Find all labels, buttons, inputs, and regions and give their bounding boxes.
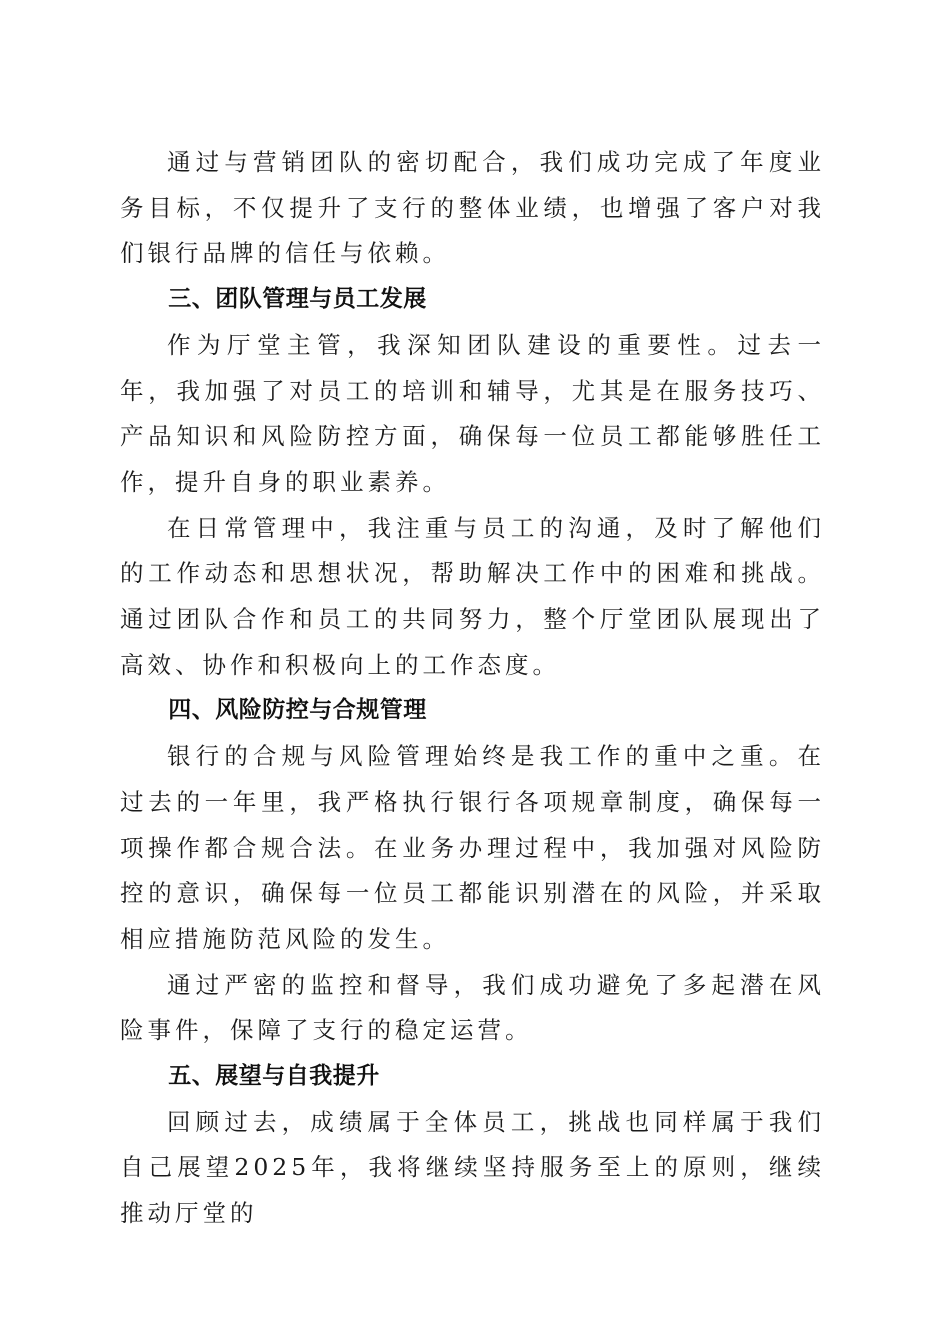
- paragraph-daily-management: 在日常管理中，我注重与员工的沟通，及时了解他们的工作动态和思想状况，帮助解决工作中的困难和挑战。通过团队合作和员工的共同努力，整个厅堂团队展现出了高效、协作和积极向上的工作态度。: [120, 513, 825, 679]
- paragraph-risk-monitoring: 通过严密的监控和督导，我们成功避免了多起潜在风险事件，保障了支行的稳定运营。: [120, 970, 825, 1045]
- section-heading-outlook: 五、展望与自我提升: [168, 1063, 380, 1090]
- paragraph-team-training: 作为厅堂主管，我深知团队建设的重要性。过去一年，我加强了对员工的培训和辅导，尤其是在服务技巧、产品知识和风险防控方面，确保每一位员工都能够胜任工作，提升自身的职业素养。: [120, 330, 825, 496]
- paragraph-compliance: 银行的合规与风险管理始终是我工作的重中之重。在过去的一年里，我严格执行银行各项规章制度，确保每一项操作都合规合法。在业务办理过程中，我加强对风险防控的意识，确保每一位员工都能识别潜在的风险，并采取相应措施防范风险的发生。: [120, 742, 825, 953]
- paragraph-outlook: 回顾过去，成绩属于全体员工，挑战也同样属于我们自己展望2025年，我将继续坚持服务至上的原则，继续推动厅堂的: [120, 1107, 825, 1228]
- section-heading-risk-compliance: 四、风险防控与合规管理: [168, 697, 427, 724]
- section-heading-team-management: 三、团队管理与员工发展: [168, 286, 427, 313]
- document-body: [120, 140, 825, 1237]
- paragraph-business-result: 通过与营销团队的密切配合，我们成功完成了年度业务目标，不仅提升了支行的整体业绩，也增强了客户对我们银行品牌的信任与依赖。: [120, 148, 825, 268]
